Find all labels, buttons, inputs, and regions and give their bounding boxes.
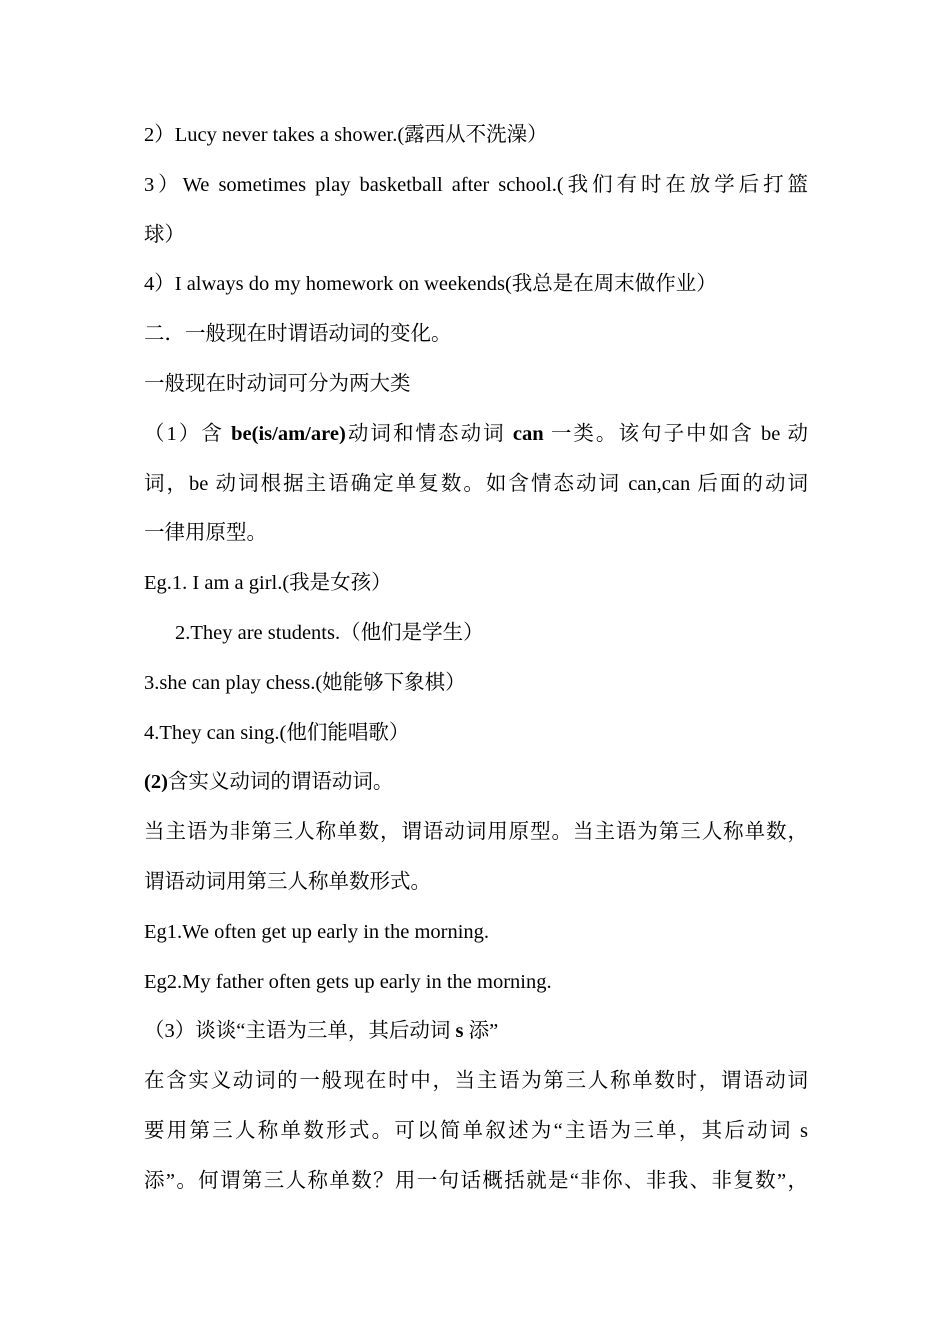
text-run: 一类。该句子中如含 be 动 bbox=[543, 422, 809, 445]
eg-line-2: 2.They are students.（他们是学生） bbox=[175, 621, 484, 644]
paragraph-category-2-line-1: 当主语为非第三人称单数，谓语动词用原型。当主语为第三人称单数， bbox=[144, 821, 808, 844]
paragraph-category-3-heading bbox=[144, 1007, 808, 1057]
paragraph-category-1-line-1 bbox=[144, 410, 808, 460]
eg-line-4: 4.They can sing.(他们能唱歌） bbox=[144, 721, 410, 744]
section-heading-2: 二．一般现在时谓语动词的变化。 bbox=[144, 323, 452, 346]
text-run: （1）含 bbox=[144, 422, 232, 445]
example-line-3-continued: 球） bbox=[144, 223, 185, 246]
paragraph-category-2-heading bbox=[144, 758, 808, 808]
paragraph-category-3-line-2: 要用第三人称单数形式。可以简单叙述为“主语为三单，其后动词 s bbox=[144, 1119, 808, 1142]
eg-line-3: 3.she can play chess.(她能够下象棋） bbox=[144, 671, 466, 694]
eg-line-1: Eg.1. I am a girl.(我是女孩） bbox=[144, 572, 392, 595]
example-line-2: 2）Lucy never takes a shower.(露西从不洗澡） bbox=[144, 124, 548, 146]
bold-text-be: be(is/am/are) bbox=[231, 422, 346, 445]
paragraph-category-3-line-3: 添”。何谓第三人称单数？用一句话概括就是“非你、非我、非复数”， bbox=[144, 1169, 808, 1192]
example-line-3: 3）We sometimes play basketball after school.(我们有时在放学后打篮 bbox=[144, 173, 808, 196]
paragraph-verb-categories: 一般现在时动词可分为两大类 bbox=[144, 372, 411, 395]
bold-text-2: (2) bbox=[144, 771, 168, 794]
paragraph-category-3-line-1: 在含实义动词的一般现在时中，当主语为第三人称单数时，谓语动词 bbox=[144, 1070, 808, 1093]
text-run: 添” bbox=[463, 1020, 499, 1043]
bold-text-s: s bbox=[455, 1020, 464, 1043]
paragraph-category-2-line-2: 谓语动词用第三人称单数形式。 bbox=[144, 870, 431, 893]
bold-text-can: can bbox=[512, 422, 544, 445]
example-line-4: 4）I always do my homework on weekends(我总是在周末做作业） bbox=[144, 273, 717, 296]
text-run: 含实义动词的谓语动词。 bbox=[167, 771, 394, 794]
text-run: （3）谈谈“主语为三单，其后动词 bbox=[144, 1020, 456, 1043]
paragraph-category-1-line-3: 一律用原型。 bbox=[144, 522, 267, 545]
document-body bbox=[144, 111, 808, 1207]
text-run: 动词和情态动词 bbox=[345, 422, 513, 445]
eg2-sentence: Eg2.My father often gets up early in the morning. bbox=[144, 970, 552, 993]
eg1-sentence: Eg1.We often get up early in the morning. bbox=[144, 920, 490, 943]
paragraph-category-1-line-2: 词，be 动词根据主语确定单复数。如含情态动词 can,can 后面的动词 bbox=[144, 472, 808, 495]
